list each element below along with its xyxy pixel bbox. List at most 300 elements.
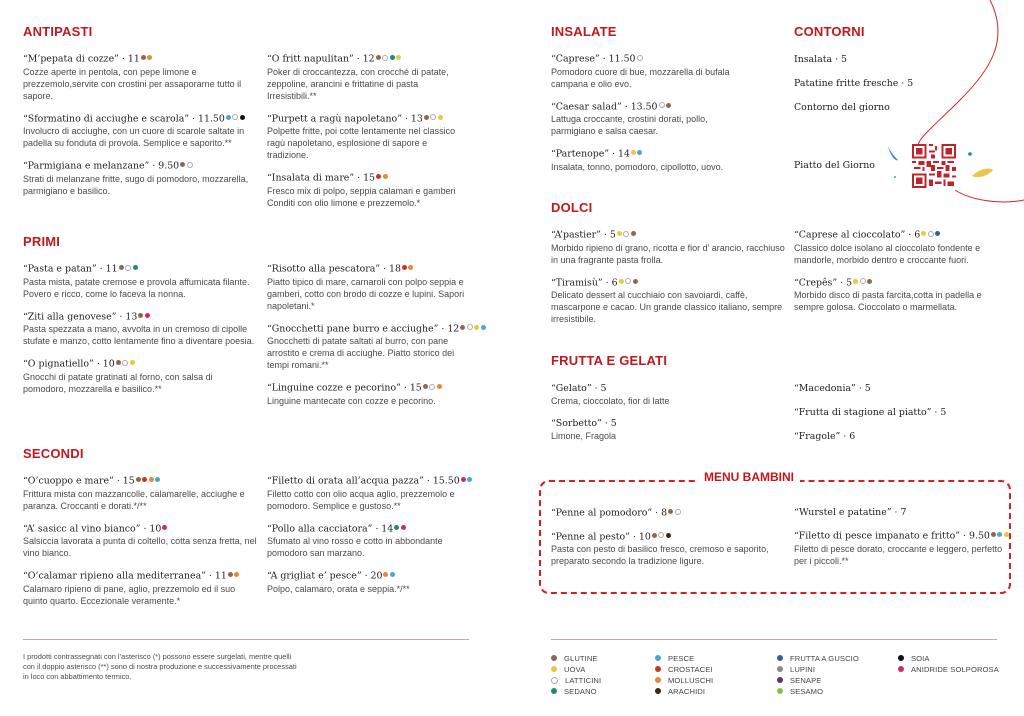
menu-item-description: Polpo, calamaro, orata e seppia.*/** bbox=[267, 583, 410, 594]
frutta-item: “Frutta di stagione al piatto” · 5 bbox=[794, 407, 947, 418]
allergen-uova-icon bbox=[438, 115, 443, 120]
menu-item-name bbox=[551, 418, 771, 430]
menu-item bbox=[23, 53, 258, 102]
allergen-molluschi-icon bbox=[234, 572, 239, 577]
allergen-uova-icon bbox=[130, 360, 135, 365]
allergen-glutine-icon bbox=[867, 279, 872, 284]
menu-item-title-price: “O’cuoppo e mare” · 15 bbox=[23, 475, 135, 487]
primi-left-column bbox=[23, 263, 258, 406]
menu-item bbox=[551, 383, 771, 407]
menu-item-name bbox=[551, 101, 751, 114]
menu-item-title-price: “O’calamar ripieno alla mediterranea” · 11 bbox=[23, 570, 227, 582]
menu-item-title-price: “Penne al pesto” · 10 bbox=[551, 531, 651, 542]
allergen-latticini-icon bbox=[625, 278, 631, 284]
allergen-glutine-icon bbox=[116, 360, 121, 365]
menu-item-name bbox=[23, 475, 258, 488]
divider-left bbox=[23, 639, 469, 640]
menu-item bbox=[551, 148, 751, 173]
menu-item bbox=[23, 475, 258, 512]
menu-item bbox=[267, 113, 467, 162]
menu-item bbox=[267, 382, 477, 407]
menu-item-description: Morbido ripieno di grano, ricotta e fior d’ arancio, racchiuso in una fragrante pasta frolla. bbox=[551, 242, 785, 265]
menu-item-name bbox=[794, 507, 1004, 519]
menu-item-name bbox=[551, 53, 751, 66]
contorno-item: Contorno del giorno bbox=[794, 102, 890, 113]
legend-label: ARACHIDI bbox=[668, 687, 706, 696]
menu-item-title-price: “Pollo alla cacciatora” · 14 bbox=[267, 523, 394, 534]
menu-item-name bbox=[267, 475, 477, 488]
allergen-glutine-icon bbox=[141, 55, 146, 60]
menu-item-title-price: “Caesar salad” · 13.50 bbox=[551, 101, 658, 112]
legend-item-lupini bbox=[777, 664, 859, 675]
contorno-item: Insalata · 5 bbox=[794, 54, 847, 65]
menu-item bbox=[267, 323, 477, 372]
allergen-dots bbox=[652, 531, 673, 543]
menu-item-name bbox=[23, 311, 258, 324]
menu-item-title-price: “Filetto di pesce impanato e fritto” · 9.50 bbox=[794, 530, 990, 542]
menu-item-title-price: “Sorbetto” · 5 bbox=[551, 418, 617, 429]
allergen-anidride-solforosa-icon bbox=[461, 477, 466, 482]
allergen-frutta-a-guscio-icon bbox=[935, 231, 940, 236]
legend-label: SOIA bbox=[911, 654, 930, 663]
piatto-del-giorno-label: Piatto del Giorno bbox=[794, 160, 875, 171]
allergen-dots bbox=[617, 229, 638, 241]
allergen-pesce-icon bbox=[467, 477, 472, 482]
menu-item bbox=[794, 229, 994, 266]
allergen-sedano-icon bbox=[551, 688, 557, 694]
menu-item-title-price: “Tiramisù” · 6 bbox=[551, 277, 618, 288]
allergen-glutine-icon bbox=[668, 509, 673, 514]
legend-column-3 bbox=[777, 653, 859, 697]
menu-item-description: Cozze aperte in pentola, con pepe limone e prezzemolo,servite con crostini per assaporarne tutto il sapore. bbox=[23, 66, 242, 101]
menu-item-name bbox=[794, 530, 1004, 543]
menu-item-description: Pasta mista, patate cremose e provola affumicata filante. Povero e ricco, come lo faceva la nonna. bbox=[23, 276, 250, 299]
allergen-latticini-icon bbox=[675, 509, 681, 515]
footnote-asterisks: I prodotti contrassegnati con l’asterisco (*) possono essere surgelati, mentre quelli con il doppio asterisco (**) sono di nostra produzione e successivamente processati in loco con abbattimento termico. bbox=[23, 652, 297, 681]
menu-item bbox=[551, 229, 786, 266]
allergen-pesce-icon bbox=[997, 532, 1002, 537]
allergen-dots bbox=[394, 523, 407, 535]
allergen-dots bbox=[659, 101, 673, 113]
allergen-dots bbox=[138, 311, 151, 323]
allergen-crostacei-icon bbox=[142, 477, 147, 482]
menu-item-title-price: “A’ sasicc al vino bianco” · 10 bbox=[23, 523, 162, 534]
legend-item-pesce bbox=[655, 653, 713, 664]
menu-item-name bbox=[267, 113, 467, 126]
menu-item-description: Strati di melanzane fritte, sugo di pomodoro, mozzarella, parmigiano e basilico. bbox=[23, 173, 249, 196]
allergen-uova-icon bbox=[396, 55, 401, 60]
allergen-molluschi-icon bbox=[383, 572, 388, 577]
menu-item bbox=[551, 101, 751, 138]
menu-item bbox=[23, 263, 258, 300]
menu-item-title-price: “O fritt napulitan” · 12 bbox=[267, 53, 375, 65]
menu-item-description: Limone, Fragola bbox=[551, 431, 617, 441]
menu-item bbox=[23, 358, 258, 395]
allergen-glutine-icon bbox=[136, 477, 141, 482]
insalate-column bbox=[551, 53, 751, 184]
allergen-dots bbox=[631, 148, 644, 160]
dolci-left-column bbox=[551, 229, 786, 336]
menu-item-title-price: “A grigliat e’ pesce” · 20 bbox=[267, 570, 383, 582]
menu-item bbox=[551, 418, 771, 442]
legend-label: UOVA bbox=[564, 665, 586, 674]
allergen-uova-icon bbox=[1004, 532, 1009, 537]
section-title-antipasti: ANTIPASTI bbox=[23, 24, 93, 39]
legend-item-sedano bbox=[551, 686, 601, 697]
allergen-latticini-icon bbox=[659, 102, 665, 108]
menu-item-description: Classico dolce isolano al cioccolato fondente e mandorle, morbido dentro e croccante fuori. bbox=[794, 242, 981, 265]
allergen-latticini-icon bbox=[232, 114, 238, 120]
allergen-uova-icon bbox=[921, 231, 926, 236]
legend-item-arachidi bbox=[655, 686, 713, 697]
allergen-pesce-icon bbox=[390, 572, 395, 577]
allergen-soia-icon bbox=[898, 655, 904, 661]
allergen-latticini-icon bbox=[467, 324, 473, 330]
menu-item-name bbox=[23, 570, 258, 583]
menu-item-name bbox=[551, 507, 776, 520]
menu-item bbox=[267, 570, 477, 595]
menu-item-title-price: “Partenope” · 14 bbox=[551, 148, 630, 160]
allergen-arachidi-icon bbox=[666, 533, 671, 538]
menu-item-name bbox=[551, 148, 751, 161]
allergen-dots bbox=[376, 172, 389, 184]
menu-item-description: Gnocchi di patate gratinati al forno, con salsa di pomodoro, mozzarella e basilico.** bbox=[23, 371, 213, 394]
allergen-dots bbox=[853, 277, 874, 289]
menu-item-name bbox=[23, 523, 258, 536]
bambini-right-column bbox=[794, 507, 1004, 578]
allergen-uova-icon bbox=[474, 325, 479, 330]
allergen-sedano-icon bbox=[390, 55, 395, 60]
menu-item-description: Involucro di acciughe, con un cuore di scarole saltate in padella su fonduta di provola. Semplice e saporito.** bbox=[23, 126, 245, 148]
legend-item-frutta-a-guscio bbox=[777, 653, 859, 664]
legend-label: FRUTTA A GUSCIO bbox=[790, 654, 859, 663]
allergen-dots bbox=[460, 323, 487, 335]
allergen-glutine-icon bbox=[633, 279, 638, 284]
allergen-molluschi-icon bbox=[383, 174, 388, 179]
menu-item-title-price: “Purpett a ragù napoletano” · 13 bbox=[267, 113, 423, 124]
legend-label: LATTICINI bbox=[565, 676, 602, 685]
menu-item bbox=[23, 113, 258, 150]
menu-item-name bbox=[23, 113, 258, 126]
allergen-latticini-icon bbox=[429, 384, 435, 390]
section-title-frutta-e-gelati: FRUTTA E GELATI bbox=[551, 353, 668, 368]
menu-item bbox=[267, 172, 467, 209]
allergen-dots bbox=[668, 507, 682, 519]
menu-item bbox=[23, 160, 258, 197]
secondi-right-column bbox=[267, 475, 477, 606]
menu-item bbox=[267, 475, 477, 512]
legend-label: SEDANO bbox=[564, 687, 597, 696]
allergen-glutine-icon bbox=[228, 572, 233, 577]
menu-item-description: Piatto tipico di mare, carnaroli con polpo seppia e gamberi, cotto con brodo di cozze e lupini. Sapori napoletani.* bbox=[267, 276, 465, 311]
menu-item-title-price: “Crepês” · 5 bbox=[794, 277, 853, 288]
allergen-crostacei-icon bbox=[655, 666, 661, 672]
menu-item-description: Poker di croccantezza, con crocché di patate, zeppoline, arancini e frittatine di pasta Irresistibili.** bbox=[267, 66, 449, 101]
allergen-glutine-icon bbox=[551, 655, 557, 661]
menu-item-name bbox=[794, 229, 994, 242]
menu-item-name bbox=[267, 172, 467, 185]
section-title-insalate: INSALATE bbox=[551, 24, 617, 39]
allergen-pesce-icon bbox=[637, 150, 642, 155]
allergen-soia-icon bbox=[240, 115, 245, 120]
allergen-anidride-solforosa-icon bbox=[898, 666, 904, 672]
legend-item-latticini bbox=[551, 675, 601, 686]
allergen-latticini-icon bbox=[382, 55, 388, 61]
allergen-dots bbox=[116, 358, 137, 370]
menu-item bbox=[267, 263, 477, 312]
allergen-glutine-icon bbox=[119, 265, 124, 270]
legend-label: SESAMO bbox=[790, 687, 824, 696]
allergen-glutine-icon bbox=[991, 532, 996, 537]
menu-item-name bbox=[267, 263, 477, 276]
allergen-latticini-icon bbox=[658, 532, 664, 538]
allergen-dots bbox=[228, 570, 241, 582]
menu-item-title-price: “Ziti alla genovese” · 13 bbox=[23, 311, 138, 322]
menu-item-title-price: “A’pastier” · 5 bbox=[551, 229, 616, 241]
menu-item-name bbox=[794, 277, 994, 290]
menu-item bbox=[23, 570, 258, 607]
allergen-dots bbox=[424, 113, 445, 125]
legend-item-soia bbox=[898, 653, 999, 664]
menu-item-name bbox=[551, 229, 786, 242]
allergen-dots bbox=[921, 229, 942, 241]
allergen-dots bbox=[461, 475, 474, 487]
allergen-glutine-icon bbox=[376, 55, 381, 60]
menu-item bbox=[551, 531, 776, 568]
menu-item-name bbox=[267, 382, 477, 395]
legend-label: LUPINI bbox=[790, 665, 816, 674]
menu-item-name bbox=[551, 531, 776, 544]
allergen-molluschi-icon bbox=[149, 477, 154, 482]
legend-item-anidride-solforosa bbox=[898, 664, 999, 675]
secondi-left-column bbox=[23, 475, 258, 618]
allergen-uova-icon bbox=[619, 279, 624, 284]
allergen-pesce-icon bbox=[155, 477, 160, 482]
allergen-sedano-icon bbox=[133, 265, 138, 270]
menu-item-title-price: “Gnocchetti pane burro e acciughe” · 12 bbox=[267, 323, 460, 334]
section-title-menu-bambini: MENU BAMBINI bbox=[698, 470, 800, 484]
menu-item-name bbox=[23, 160, 258, 173]
legend-label: GLUTINE bbox=[564, 654, 598, 663]
menu-item-title-price: “Caprese” · 11.50 bbox=[551, 53, 636, 65]
allergen-sesamo-icon bbox=[777, 688, 783, 694]
antipasti-left-column bbox=[23, 53, 258, 208]
menu-item-title-price: “Gelato” · 5 bbox=[551, 383, 607, 394]
contorno-item: Patatine fritte fresche · 5 bbox=[794, 78, 914, 89]
menu-item-title-price: “Pasta e patan” · 11 bbox=[23, 263, 118, 275]
allergen-pesce-icon bbox=[226, 115, 231, 120]
allergen-dots bbox=[991, 530, 1011, 542]
menu-item bbox=[267, 523, 477, 560]
primi-right-column bbox=[267, 263, 477, 418]
menu-item-name bbox=[267, 523, 477, 536]
antipasti-right-column bbox=[267, 53, 467, 220]
menu-item-name bbox=[23, 53, 258, 66]
menu-item-name bbox=[267, 53, 467, 66]
menu-item-name bbox=[267, 323, 477, 336]
allergen-anidride-solforosa-icon bbox=[401, 525, 406, 530]
allergen-latticini-icon bbox=[860, 278, 866, 284]
legend-label: ANIDRIDE SOLPOROSA bbox=[911, 665, 999, 674]
allergen-senape-icon bbox=[777, 677, 783, 683]
allergen-sedano-icon bbox=[394, 525, 399, 530]
legend-label: MOLLUSCHI bbox=[668, 676, 714, 685]
menu-item-title-price: “Risotto alla pescatora” · 18 bbox=[267, 263, 401, 275]
allergen-uova-icon bbox=[551, 666, 557, 672]
menu-item bbox=[794, 277, 994, 314]
allergen-latticini-icon bbox=[928, 231, 934, 237]
legend-label: SENAPE bbox=[790, 676, 822, 685]
allergen-dots bbox=[162, 523, 169, 535]
section-title-dolci: DOLCI bbox=[551, 200, 593, 215]
allergen-glutine-icon bbox=[460, 325, 465, 330]
allergen-molluschi-icon bbox=[408, 265, 413, 270]
allergen-latticini-icon bbox=[125, 265, 131, 271]
menu-item-description: Filetto cotto con olio acqua aglio, prezzemolo e pomodoro. Semplice e gustoso.** bbox=[267, 488, 455, 511]
menu-item-name bbox=[23, 358, 258, 371]
menu-item-title-price: “Sformatino di acciughe e scarola” · 11.50 bbox=[23, 113, 225, 124]
menu-item-title-price: “Linguine cozze e pecorino” · 15 bbox=[267, 382, 422, 394]
allergen-glutine-icon bbox=[180, 162, 185, 167]
allergen-glutine-icon bbox=[666, 103, 671, 108]
menu-item-description: Lattuga croccante, crostini dorati, pollo, parmigiano e salsa caesar. bbox=[551, 114, 708, 136]
menu-item bbox=[794, 507, 1004, 519]
menu-item bbox=[23, 523, 258, 560]
allergen-glutine-icon bbox=[423, 384, 428, 389]
allergen-dots bbox=[383, 570, 396, 582]
legend-column-1 bbox=[551, 653, 601, 697]
legend-item-molluschi bbox=[655, 675, 713, 686]
menu-item-name bbox=[267, 570, 477, 583]
menu-item-description: Morbido disco di pasta farcita,cotta in padella e sempre golosa. Cioccolato o marmellata. bbox=[794, 290, 982, 312]
section-title-contorni: CONTORNI bbox=[794, 24, 865, 39]
menu-item-title-price: “O pignatiello” · 10 bbox=[23, 358, 115, 370]
menu-item-description: Pasta spezzata a mano, avvolta in un cremoso di cipolle stufate e manzo, cotto lentamente fino a diventare poesia. bbox=[23, 324, 255, 346]
allergen-uova-icon bbox=[617, 231, 622, 236]
frutta-right-column bbox=[794, 383, 1014, 455]
legend-item-crostacei bbox=[655, 664, 713, 675]
allergen-latticini-icon bbox=[122, 360, 128, 366]
menu-item-description: Linguine mantecate con cozze e pecorino. bbox=[267, 395, 436, 406]
menu-item-description: Filetto di pesce dorato, croccante e leggero, perfetto per i piccoli.** bbox=[794, 543, 1003, 566]
legend-item-glutine bbox=[551, 653, 601, 664]
legend-column-2 bbox=[655, 653, 713, 697]
allergen-dots bbox=[136, 475, 162, 487]
menu-item bbox=[551, 53, 751, 90]
menu-item-description: Insalata, tonno, pomodoro, cipollotto, uovo. bbox=[551, 161, 724, 172]
menu-item bbox=[551, 507, 776, 520]
allergen-lupini-icon bbox=[777, 666, 783, 672]
section-title-primi: PRIMI bbox=[23, 234, 61, 249]
allergen-dots bbox=[180, 160, 194, 172]
menu-item-description: Fresco mix di polpo, seppia calamari e gamberi Conditi con olio limone e prezzemolo.* bbox=[267, 185, 456, 208]
allergen-latticini-icon bbox=[623, 231, 629, 237]
allergen-crostacei-icon bbox=[402, 265, 407, 270]
dolci-right-column bbox=[794, 229, 994, 324]
menu-item-title-price: “Caprese al cioccolato” · 6 bbox=[794, 229, 921, 241]
allergen-anidride-solforosa-icon bbox=[162, 525, 167, 530]
allergen-molluschi-icon bbox=[147, 55, 152, 60]
allergen-arachidi-icon bbox=[655, 688, 661, 694]
menu-item-description: Sfumato al vino rosso e cotto in abbondante pomodoro san marzano. bbox=[267, 536, 443, 558]
allergen-molluschi-icon bbox=[437, 384, 442, 389]
menu-item-description: Gnocchetti di patate saltati al burro, con pane arrostito e crema di acciughe. Piatto storico dei tempi romani.** bbox=[267, 336, 455, 370]
menu-item-description: Calamaro ripieno di pane, aglio, prezzemolo ed il suo quinto quarto. Eccezionale veramente.* bbox=[23, 583, 236, 606]
menu-item-name bbox=[23, 263, 258, 276]
allergen-uova-icon bbox=[631, 150, 636, 155]
allergen-anidride-solforosa-icon bbox=[145, 313, 150, 318]
menu-item bbox=[23, 311, 258, 348]
menu-item-title-price: “Penne al pomodoro” · 8 bbox=[551, 507, 668, 519]
allergen-pesce-icon bbox=[655, 655, 661, 661]
allergen-dots bbox=[619, 277, 640, 289]
frutta-item: “Macedonia” · 5 bbox=[794, 383, 871, 394]
menu-item-description: Pomodoro cuore di bue, mozzarella di bufala campana e olio evo. bbox=[551, 66, 730, 89]
allergen-latticini-icon bbox=[430, 114, 436, 120]
menu-item-name bbox=[551, 277, 786, 290]
legend-column-4 bbox=[898, 653, 999, 675]
allergen-frutta-a-guscio-icon bbox=[777, 655, 783, 661]
menu-item-name bbox=[551, 383, 771, 395]
menu-item-description: Pasta con pesto di basilico fresco, cremoso e saporito, preparato secondo la tradizione ligure. bbox=[551, 544, 769, 566]
allergen-glutine-icon bbox=[138, 313, 143, 318]
menu-item bbox=[794, 530, 1004, 567]
menu-item-description: Frittura mista con mazzancolle, calamarelle, acciughe e paranza. Croccanti e dorati.*/** bbox=[23, 488, 245, 511]
menu-item-title-price: “Insalata di mare” · 15 bbox=[267, 172, 376, 184]
allergen-uova-icon bbox=[853, 279, 858, 284]
allergen-dots bbox=[402, 263, 415, 275]
menu-item-description: Crema, cioccolato, fior di latte bbox=[551, 396, 670, 406]
menu-item bbox=[551, 277, 786, 326]
yellow-drop-icon bbox=[972, 168, 993, 177]
blue-drop-icon bbox=[888, 146, 898, 160]
section-title-secondi: SECONDI bbox=[23, 446, 84, 461]
allergen-dots bbox=[637, 53, 645, 65]
menu-item-title-price: “Filetto di orata all’acqua pazza” · 15.50 bbox=[267, 475, 460, 487]
menu-item-title-price: “Parmigiana e melanzane” · 9.50 bbox=[23, 160, 180, 172]
allergen-dots bbox=[423, 382, 444, 394]
divider-right bbox=[551, 639, 997, 640]
allergen-dots bbox=[376, 53, 403, 65]
menu-item-title-price: “Wurstel e patatine” · 7 bbox=[794, 507, 907, 518]
frutta-item: “Fragole” · 6 bbox=[794, 431, 856, 442]
allergen-pesce-icon bbox=[481, 325, 486, 330]
menu-item bbox=[267, 53, 467, 102]
menu-item-description: Delicato dessert al cucchiaio con savoiardi, caffè, mascarpone e cacao. Un grande classico italiano, sempre irresistibile. bbox=[551, 290, 783, 324]
allergen-glutine-icon bbox=[652, 533, 657, 538]
qr-code[interactable] bbox=[912, 144, 956, 188]
allergen-latticini-icon bbox=[637, 55, 643, 61]
menu-item-title-price: “M’pepata di cozze” · 11 bbox=[23, 53, 140, 65]
allergen-dots bbox=[226, 113, 247, 125]
legend-item-sesamo bbox=[777, 686, 859, 697]
allergen-dots bbox=[119, 263, 140, 275]
legend-label: PESCE bbox=[668, 654, 695, 663]
allergen-dots bbox=[141, 53, 154, 65]
legend-item-uova bbox=[551, 664, 601, 675]
menu-item-description: Salsiccia lavorata a punta di coltello, cotta senza fretta, nel vino bianco. bbox=[23, 536, 257, 558]
allergen-glutine-icon bbox=[631, 231, 636, 236]
frutta-left-column bbox=[551, 383, 771, 453]
menu-item-description: Polpette fritte, poi cotte lentamente nel classico ragù napoletano, esplosione di sapore e tradizione. bbox=[267, 126, 456, 160]
allergen-latticini-icon bbox=[187, 162, 193, 168]
allergen-molluschi-icon bbox=[655, 677, 661, 683]
allergen-latticini-icon bbox=[551, 677, 558, 684]
allergen-crostacei-icon bbox=[376, 174, 381, 179]
contorni-list bbox=[794, 54, 1014, 126]
legend-label: CROSTACEI bbox=[668, 665, 713, 674]
bambini-left-column bbox=[551, 507, 776, 578]
